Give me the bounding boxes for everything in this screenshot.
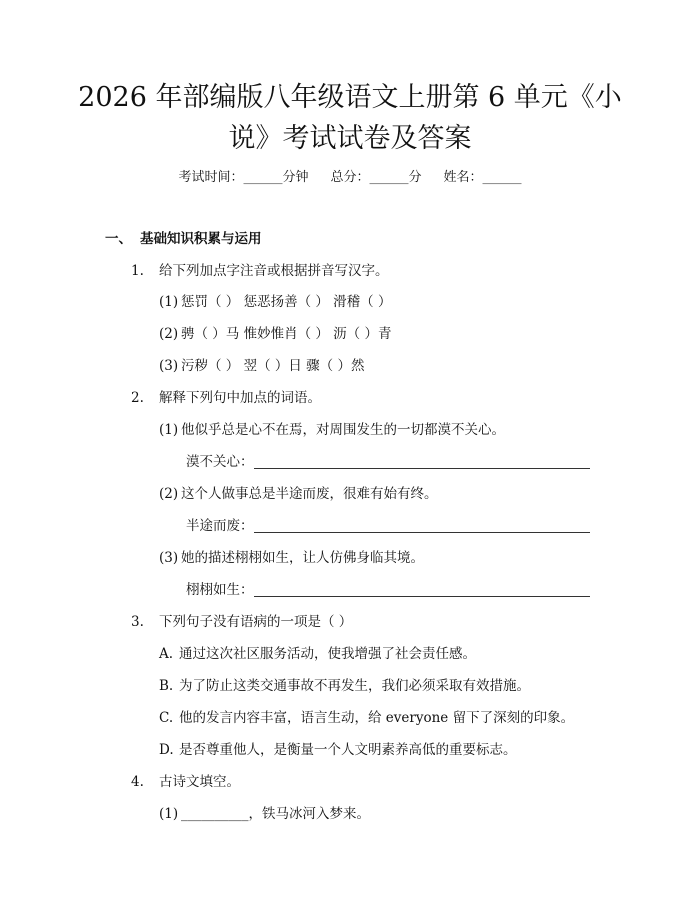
item-label: (2) bbox=[159, 486, 179, 502]
question-4 bbox=[131, 772, 240, 792]
section-number: 一、 bbox=[105, 231, 132, 247]
section-heading bbox=[105, 229, 262, 249]
question-2 bbox=[131, 388, 321, 408]
item-sentence: 这个人做事总是半途而废，很难有始有终。 bbox=[181, 486, 438, 502]
item-label: (3) bbox=[159, 550, 179, 566]
question-prompt: 给下列加点字注音或根据拼音写汉字。 bbox=[159, 263, 389, 279]
question-prompt: 下列句子没有语病的一项是（ ） bbox=[159, 614, 353, 630]
item-text: 骋（ ）马 惟妙惟肖（ ） 沥（ ）青 bbox=[181, 326, 392, 342]
question-prompt: 解释下列句中加点的词语。 bbox=[159, 390, 321, 406]
q2-item-2 bbox=[159, 484, 438, 504]
answer-line[interactable] bbox=[254, 532, 590, 533]
q3-option-b bbox=[159, 676, 530, 696]
exam-time-label: 考试时间： bbox=[178, 170, 244, 185]
q4-item-1 bbox=[159, 804, 370, 824]
item-label: (1) bbox=[159, 294, 179, 310]
option-label: A. bbox=[159, 646, 174, 662]
q2-term-1: 漠不关心： bbox=[186, 454, 254, 470]
exam-time-field bbox=[178, 168, 308, 188]
question-number: 2. bbox=[131, 390, 144, 406]
item-label: (1) bbox=[159, 806, 179, 822]
student-name-field bbox=[444, 168, 522, 188]
q2-term-2: 半途而废： bbox=[186, 518, 254, 534]
answer-line[interactable] bbox=[254, 468, 590, 469]
option-label: D. bbox=[159, 742, 174, 758]
question-1 bbox=[131, 261, 389, 281]
option-label: B. bbox=[159, 678, 174, 694]
exam-title-line2: 说》考试试卷及答案 bbox=[228, 123, 472, 154]
q3-option-c bbox=[159, 708, 574, 728]
question-3 bbox=[131, 612, 352, 632]
item-sentence: 他似乎总是心不在焉，对周围发生的一切都漠不关心。 bbox=[181, 422, 505, 438]
student-name-blank: ______ bbox=[482, 170, 522, 185]
question-prompt: 古诗文填空。 bbox=[159, 774, 240, 790]
q1-item-3 bbox=[159, 356, 364, 376]
total-score-label: 总分： bbox=[330, 170, 370, 185]
q2-item-3 bbox=[159, 548, 424, 568]
total-score-blank: ______ bbox=[369, 170, 409, 185]
exam-title-line1: 2026 年部编版八年级语文上册第 6 单元《小 bbox=[78, 82, 622, 113]
item-label: (3) bbox=[159, 358, 179, 374]
q1-item-2 bbox=[159, 324, 391, 344]
q3-option-a bbox=[159, 644, 476, 664]
item-sentence: 她的描述栩栩如生，让人仿佛身临其境。 bbox=[181, 550, 424, 566]
question-number: 3. bbox=[131, 614, 144, 630]
option-label: C. bbox=[159, 710, 174, 726]
exam-time-blank: ______ bbox=[243, 170, 283, 185]
total-score-field bbox=[330, 168, 421, 188]
student-name-label: 姓名： bbox=[443, 170, 483, 185]
exam-time-unit: 分钟 bbox=[282, 170, 309, 185]
option-text: 通过这次社区服务活动，使我增强了社会责任感。 bbox=[179, 646, 476, 662]
question-number: 1. bbox=[131, 263, 144, 279]
question-number: 4. bbox=[131, 774, 144, 790]
item-label: (1) bbox=[159, 422, 179, 438]
q3-option-d bbox=[159, 740, 517, 760]
item-text: 惩罚（ ） 惩恶扬善（ ） 滑稽（ ） bbox=[181, 294, 392, 310]
option-text: 是否尊重他人，是衡量一个人文明素养高低的重要标志。 bbox=[179, 742, 517, 758]
total-score-unit: 分 bbox=[408, 170, 422, 185]
item-text: __________，铁马冰河入梦来。 bbox=[181, 806, 370, 822]
q2-item-1 bbox=[159, 420, 505, 440]
option-text: 为了防止这类交通事故不再发生，我们必须采取有效措施。 bbox=[179, 678, 530, 694]
answer-line[interactable] bbox=[254, 596, 590, 597]
exam-meta-row bbox=[0, 168, 700, 188]
section-title: 基础知识积累与运用 bbox=[140, 231, 262, 247]
q1-item-1 bbox=[159, 292, 391, 312]
item-label: (2) bbox=[159, 326, 179, 342]
item-text: 污秽（ ） 翌（ ）日 骤（ ）然 bbox=[181, 358, 365, 374]
option-text: 他的发言内容丰富，语言生动，给 everyone 留下了深刻的印象。 bbox=[179, 710, 575, 726]
q2-term-3: 栩栩如生： bbox=[186, 582, 254, 598]
